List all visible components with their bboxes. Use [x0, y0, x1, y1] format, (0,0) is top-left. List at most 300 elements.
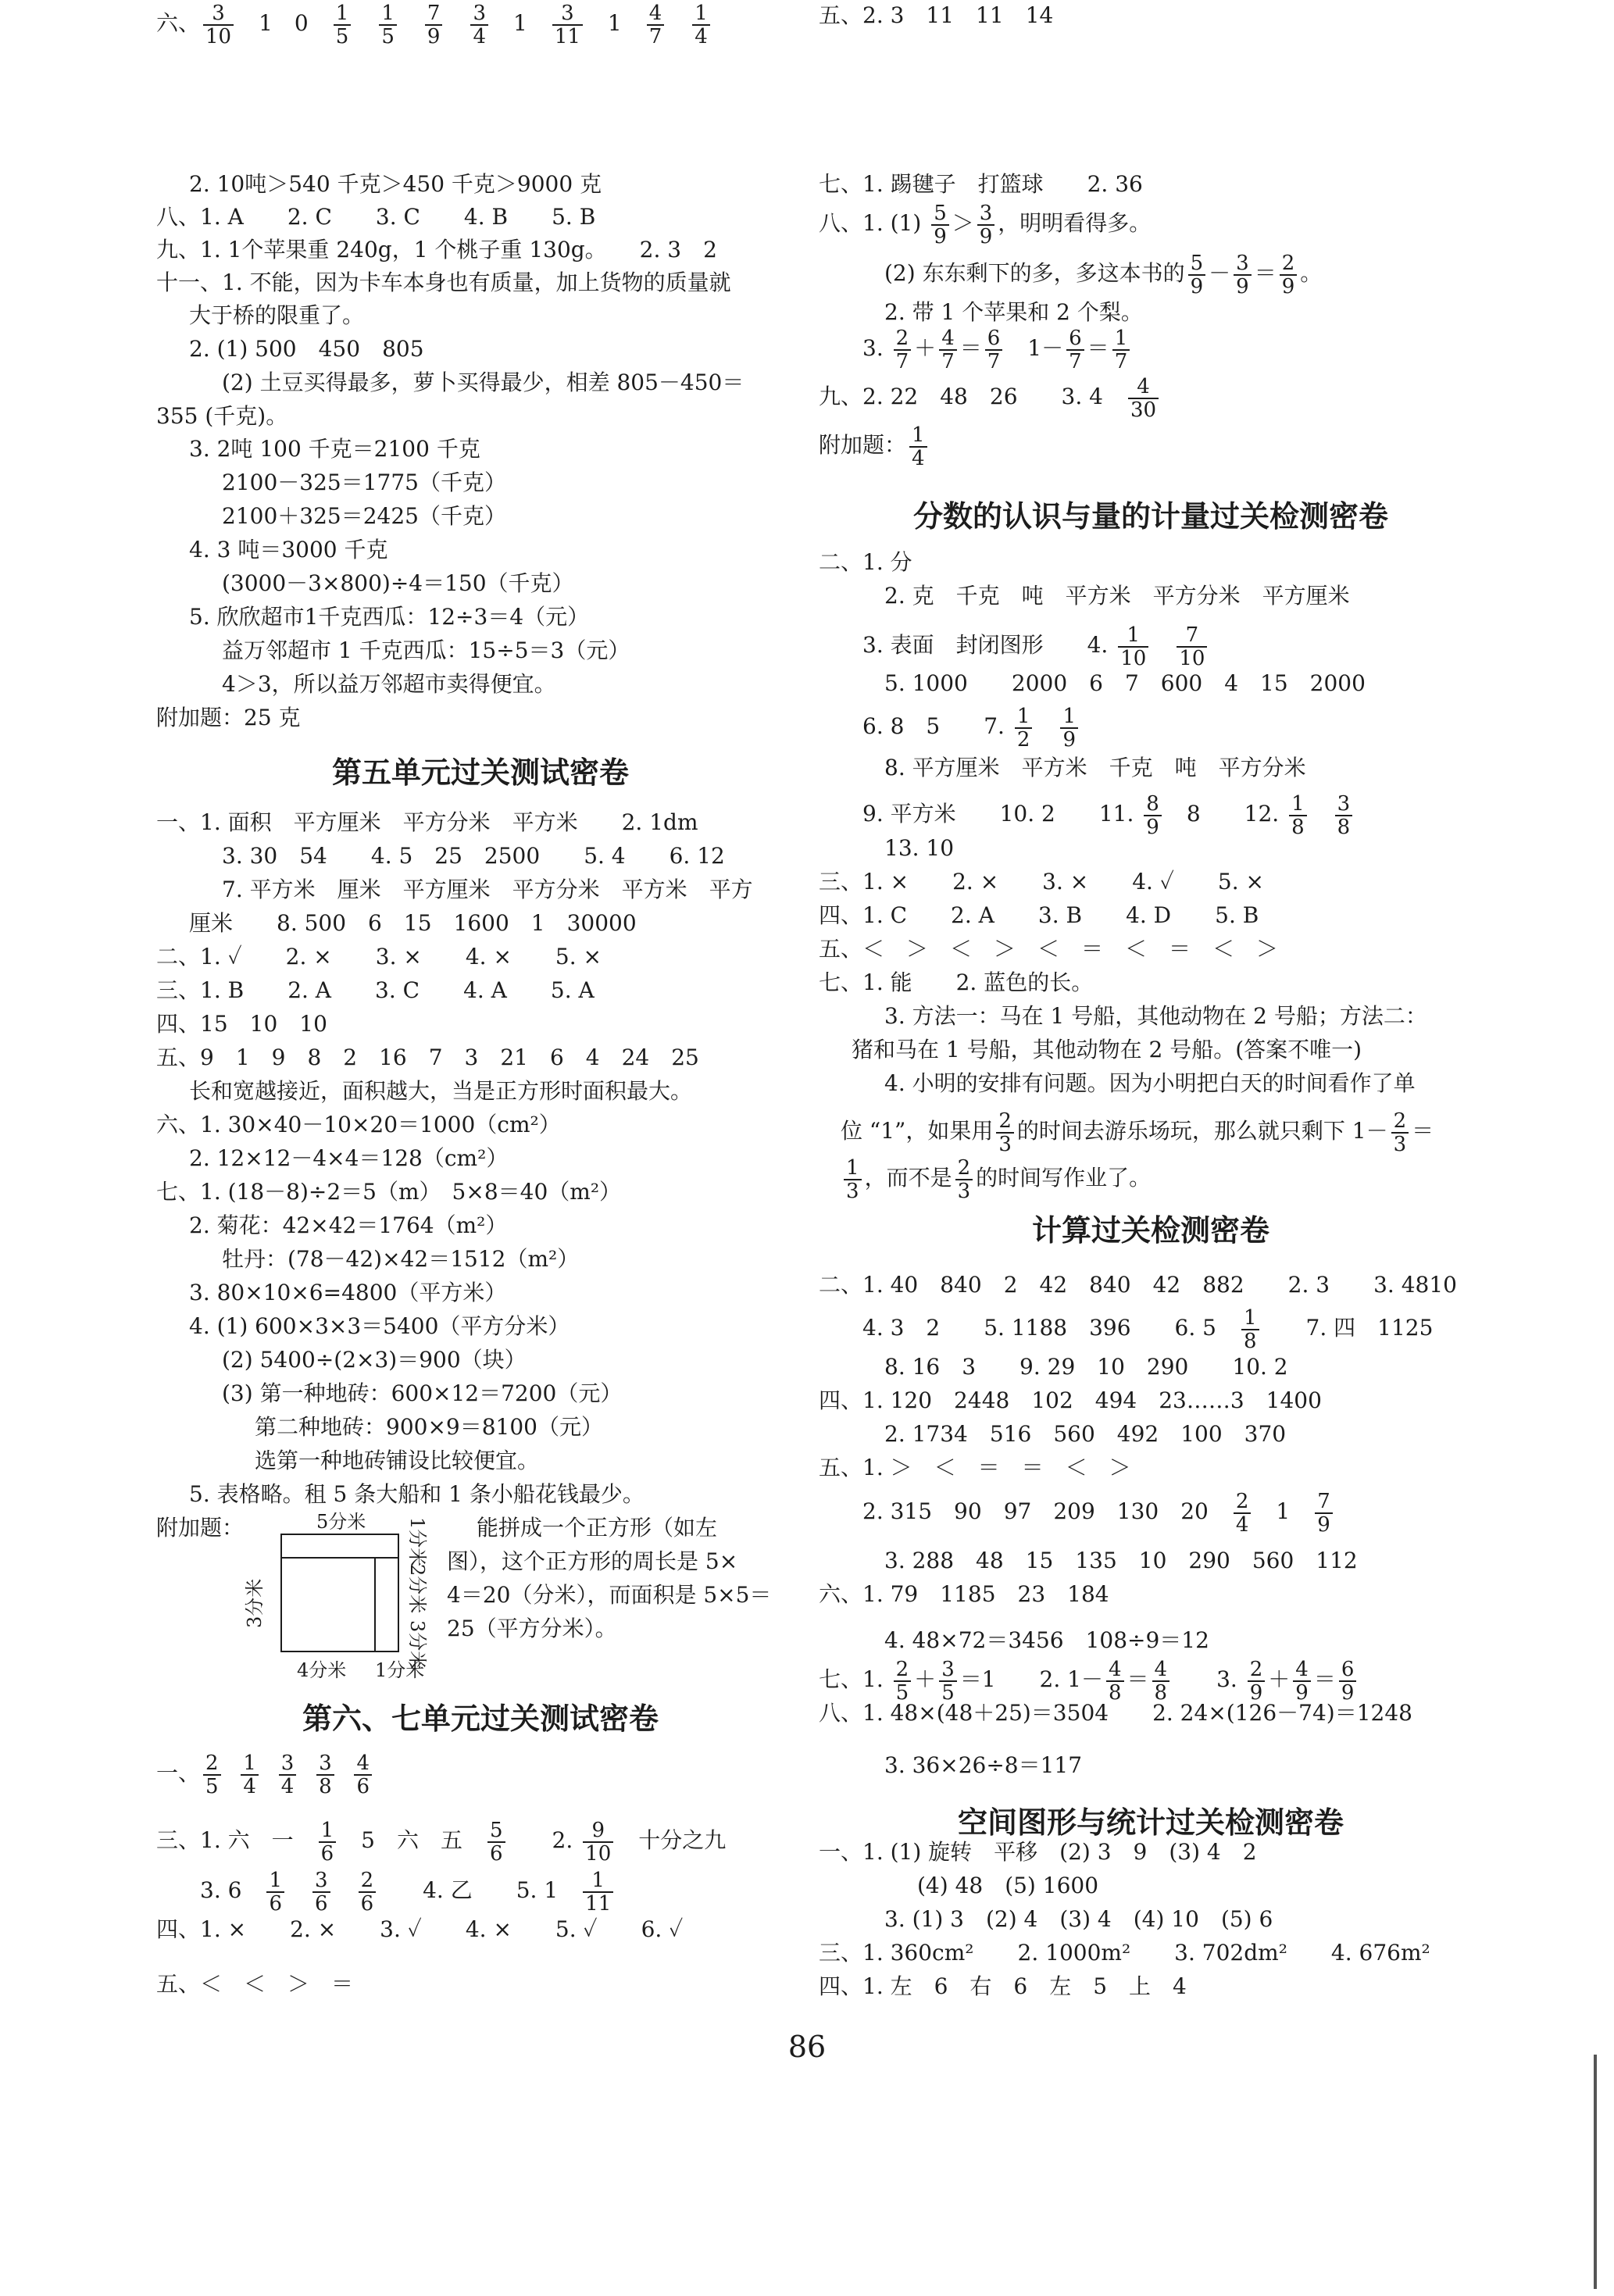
answer-text	[299, 1760, 313, 1786]
answer-line: 五、＜ ＞ ＜ ＞ ＜ ＝ ＜ ＝ ＜ ＞	[819, 936, 1279, 962]
fraction	[1241, 1307, 1259, 1352]
answer-text: 2.	[508, 1827, 580, 1853]
fraction-numerator: 1	[692, 2, 710, 26]
fraction	[203, 2, 234, 48]
answer-line: 2. 克 千克 吨 平方米 平方分米 平方厘米	[884, 583, 1350, 609]
fraction-numerator: 4	[1152, 1659, 1170, 1682]
fraction-denominator: 4	[243, 1774, 256, 1798]
fraction	[312, 1869, 330, 1915]
fraction-denominator: 4	[912, 446, 925, 470]
fraction-denominator: 3	[957, 1179, 971, 1203]
fraction-numerator: 6	[1066, 327, 1084, 351]
answer-text: 的时间写作业了。	[976, 1165, 1152, 1191]
answer-text: 六、	[156, 10, 201, 36]
fraction-denominator: 8	[1244, 1329, 1257, 1353]
answer-line: 六、1. 30×40－10×20＝1000（cm²）	[156, 1112, 561, 1137]
answer-line: 4＞3，所以益万邻超市卖得便宜。	[222, 671, 556, 697]
answer-text: 3.	[819, 335, 891, 361]
answer-text: 3. 6	[156, 1877, 264, 1903]
answer-line: 四、1. C 2. A 3. B 4. D 5. B	[819, 902, 1259, 928]
answer-line: 3. 30 54 4. 5 25 2500 5. 4 6. 12	[222, 843, 725, 869]
answer-text: 7. 四 1125	[1262, 1315, 1434, 1341]
fraction-numerator: 1	[1118, 624, 1148, 648]
answer-line: 2100－325＝1775（千克）	[222, 470, 506, 495]
fraction-numerator: 1	[241, 1752, 259, 1776]
bonus-answer-line: 图），这个正方形的周长是 5×	[447, 1548, 738, 1574]
answer-text: ＝	[1412, 1118, 1434, 1144]
fraction-denominator: 8	[1108, 1680, 1122, 1705]
fraction-numerator: 1	[909, 424, 927, 448]
answer-text: 3.	[1173, 1666, 1244, 1692]
fraction	[1177, 624, 1207, 670]
answer-text: 1	[1254, 1498, 1312, 1524]
fraction	[909, 424, 927, 470]
fraction-numerator: 8	[1144, 793, 1162, 816]
fraction	[977, 202, 995, 248]
answer-line: 3. 288 48 15 135 10 290 560 112	[884, 1548, 1358, 1573]
fraction-denominator: 11	[585, 1891, 612, 1916]
fraction-numerator: 2	[1391, 1110, 1409, 1134]
diagram-label-right-top: 1分米	[406, 1517, 428, 1567]
fraction-denominator: 7	[941, 349, 955, 373]
answer-text	[224, 1760, 238, 1786]
fraction-numerator: 1	[379, 2, 397, 26]
answer-text: 1 0	[237, 10, 330, 36]
answer-line: (3000－3×800)÷4＝150（千克）	[222, 570, 574, 596]
fraction	[1060, 705, 1078, 751]
answer-line	[819, 1155, 1151, 1202]
answer-text: 位 “1”，如果用	[819, 1118, 994, 1144]
fraction-denominator: 7	[895, 349, 909, 373]
fraction	[241, 1752, 259, 1798]
fraction-numerator: 1	[583, 1869, 613, 1893]
fraction-denominator: 9	[934, 224, 947, 248]
fraction	[266, 1869, 284, 1915]
fraction-denominator: 3	[998, 1132, 1012, 1156]
fraction-numerator: 2	[894, 327, 912, 351]
answer-line: 4. 小明的安排有问题。因为小明把白天的时间看作了单	[884, 1070, 1416, 1096]
answer-line: 七、1. (18－8)÷2＝5（m） 5×8＝40（m²）	[156, 1179, 622, 1205]
fraction	[1066, 327, 1084, 373]
answer-line: 二、1. 分	[819, 549, 912, 575]
bonus-label: 附加题：	[156, 1515, 245, 1541]
answer-line: 2. (1) 500 450 805	[189, 336, 424, 362]
fraction	[334, 2, 352, 48]
fraction	[894, 327, 912, 373]
fraction	[1293, 1659, 1311, 1704]
answer-line: (4) 48 (5) 1600	[917, 1873, 1099, 1898]
answer-text	[334, 1877, 355, 1903]
answer-line: (2) 5400÷(2×3)＝900（块）	[222, 1347, 527, 1373]
fraction	[955, 1157, 973, 1202]
fraction	[985, 327, 1003, 373]
fraction-numerator: 2	[359, 1869, 377, 1893]
bonus-answer-line: 4＝20（分米），而面积是 5×5＝	[447, 1582, 772, 1608]
answer-line: 第二种地砖：900×9＝8100（元）	[255, 1414, 603, 1440]
fraction	[319, 1819, 337, 1865]
answer-text: ＝	[1127, 1666, 1149, 1692]
answer-line	[156, 1817, 726, 1864]
answer-line: 四、1. × 2. × 3. ✓ 4. × 5. ✓ 6. ✓	[156, 1916, 684, 1942]
fraction-numerator: 1	[319, 1819, 337, 1843]
answer-line: 4. 48×72＝3456 108÷9＝12	[884, 1627, 1209, 1653]
answer-text: 4. 乙 5. 1	[379, 1877, 580, 1903]
answer-line: 13. 10	[884, 835, 955, 861]
fraction-numerator: 2	[894, 1659, 912, 1682]
answer-line	[156, 1750, 375, 1797]
fraction-numerator: 9	[583, 1819, 613, 1843]
fraction-numerator: 3	[316, 1752, 334, 1776]
answer-line	[819, 1656, 1359, 1703]
answer-line: 六、1. 79 1185 23 184	[819, 1581, 1109, 1607]
fraction	[1280, 252, 1298, 298]
answer-line	[156, 1867, 616, 1914]
fraction-numerator: 3	[977, 202, 995, 226]
fraction-numerator: 7	[1177, 624, 1207, 648]
fraction-numerator: 3	[312, 1869, 330, 1893]
fraction-denominator: 10	[205, 24, 232, 48]
answer-line: 3. 80×10×6=4800（平方米）	[189, 1280, 507, 1305]
answer-text: 十分之九	[616, 1827, 727, 1853]
square-puzzle-diagram	[244, 1511, 437, 1714]
answer-line: 4. (1) 600×3×3＝5400（平方分米）	[189, 1313, 570, 1339]
fraction	[939, 327, 957, 373]
diagram-label-left: 3分米	[244, 1578, 266, 1628]
answer-line: 五、＜ ＜ ＞ ＝	[156, 1971, 354, 1997]
fraction-denominator: 9	[1249, 1680, 1263, 1705]
answer-line: 7. 平方米 厘米 平方厘米 平方分米 平方米 平方	[222, 877, 753, 902]
fraction-denominator: 6	[315, 1891, 328, 1916]
answer-text	[1152, 632, 1173, 658]
fraction-denominator: 9	[1146, 815, 1159, 839]
fraction	[279, 1752, 297, 1798]
fraction-denominator: 30	[1130, 398, 1157, 422]
answer-line: 四、1. 左 6 右 6 左 5 上 4	[819, 1973, 1187, 1999]
fraction	[1106, 1659, 1124, 1704]
diagram-label-bottom-left: 4分米	[297, 1659, 347, 1681]
fraction	[1112, 327, 1130, 373]
fraction	[1234, 252, 1252, 298]
fraction	[894, 1659, 912, 1704]
answer-line: 3. (1) 3 (2) 4 (3) 4 (4) 10 (5) 6	[884, 1906, 1273, 1932]
answer-line	[819, 622, 1210, 669]
fraction	[1289, 793, 1307, 838]
section-heading: 计算过关检测密卷	[1031, 1213, 1269, 1248]
answer-text: －	[1209, 260, 1231, 286]
answer-line: 二、1. 40 840 2 42 840 42 882 2. 3 3. 4810	[819, 1272, 1457, 1298]
fraction-denominator: 7	[648, 24, 662, 48]
fraction-denominator: 5	[941, 1680, 955, 1705]
answer-line	[819, 1488, 1336, 1535]
answer-line: 附加题：25 克	[156, 705, 301, 730]
fraction-denominator: 8	[319, 1774, 332, 1798]
answer-text: 的时间去游乐场玩，那么就只剩下 1－	[1016, 1118, 1388, 1144]
answer-text	[354, 10, 376, 36]
answer-line: (2) 土豆买得最多，萝卜买得最少，相差 805－450＝	[222, 370, 745, 395]
fraction-numerator: 5	[1188, 252, 1206, 276]
fraction-numerator: 4	[1106, 1659, 1124, 1682]
fraction-numerator: 5	[487, 1819, 505, 1843]
answer-text	[337, 1760, 352, 1786]
fraction-numerator: 1	[844, 1157, 862, 1180]
fraction-numerator: 3	[1234, 252, 1252, 276]
fraction-numerator: 7	[425, 2, 443, 26]
fraction-numerator: 2	[996, 1110, 1014, 1134]
fraction	[1188, 252, 1206, 298]
answer-text	[819, 1165, 841, 1191]
answer-line: 一、1. 面积 平方厘米 平方分米 平方米 2. 1dm	[156, 809, 698, 835]
fraction-denominator: 9	[427, 24, 441, 48]
answer-line: 七、1. 能 2. 蓝色的长。	[819, 969, 1094, 995]
answer-text: 。	[1300, 260, 1323, 286]
answer-text: 3. 表面 封闭图形 4.	[819, 632, 1116, 658]
answer-line: 九、1. 1个苹果重 240g，1 个桃子重 130g。 2. 3 2	[156, 237, 717, 262]
diagram-label-top: 5分米	[316, 1511, 366, 1533]
answer-text: 一、	[156, 1760, 201, 1786]
fraction-numerator: 1	[334, 2, 352, 26]
answer-line: 2100＋325＝2425（千克）	[222, 503, 506, 529]
fraction	[1315, 1491, 1333, 1536]
answer-text: ＋	[914, 1666, 937, 1692]
fraction	[379, 2, 397, 48]
fraction-denominator: 5	[335, 24, 349, 48]
fraction-denominator: 9	[1281, 274, 1295, 298]
fraction-numerator: 4	[939, 327, 957, 351]
fraction-numerator: 6	[985, 327, 1003, 351]
section-heading: 第五单元过关测试密卷	[331, 755, 629, 790]
answer-line: 三、1. 360cm² 2. 1000m² 3. 702dm² 4. 676m²	[819, 1940, 1430, 1966]
fraction	[1234, 1491, 1252, 1536]
fraction	[470, 2, 488, 48]
fraction-numerator: 1	[1112, 327, 1130, 351]
answer-line: 大于桥的限重了。	[189, 302, 365, 328]
answer-line: 一、1. (1) 旋转 平移 (2) 3 9 (3) 4 2	[819, 1839, 1257, 1865]
fraction-numerator: 1	[266, 1869, 284, 1893]
answer-line: 四、15 10 10	[156, 1011, 327, 1037]
fraction	[939, 1659, 957, 1704]
fraction-denominator: 4	[695, 24, 708, 48]
answer-text: 1	[585, 10, 644, 36]
fraction-numerator: 6	[1339, 1659, 1357, 1682]
fraction	[359, 1869, 377, 1915]
fraction-numerator: 3	[939, 1659, 957, 1682]
fraction	[552, 2, 583, 48]
answer-text: ＝	[1313, 1666, 1336, 1692]
fraction	[487, 1819, 505, 1865]
answer-text: 6. 8 5 7.	[819, 713, 1012, 739]
diagram-label-bottom-right: 1分米	[375, 1659, 425, 1681]
bonus-answer-line: 25（平方分米）。	[447, 1616, 617, 1641]
fraction	[316, 1752, 334, 1798]
fraction-numerator: 4	[354, 1752, 372, 1776]
answer-text	[287, 1877, 309, 1903]
fraction	[1128, 376, 1159, 421]
fraction-numerator: 2	[1234, 1491, 1252, 1514]
fraction	[203, 1752, 221, 1798]
answer-text: 八、1. (1)	[819, 210, 929, 236]
fraction	[1248, 1659, 1266, 1704]
fraction-denominator: 10	[585, 1841, 612, 1866]
page-number: 86	[787, 2030, 827, 2064]
fraction-denominator: 9	[1341, 1680, 1355, 1705]
answer-text	[400, 10, 422, 36]
fraction-denominator: 9	[1317, 1512, 1330, 1537]
fraction	[1339, 1659, 1357, 1704]
answer-line: 选第一种地砖铺设比较便宜。	[255, 1448, 540, 1473]
fraction-numerator: 1	[1060, 705, 1078, 729]
answer-text: ＞	[952, 210, 974, 236]
answer-line	[819, 373, 1162, 420]
fraction	[1152, 1659, 1170, 1704]
answer-text	[262, 1760, 276, 1786]
fraction-denominator: 9	[979, 224, 993, 248]
answer-line: 八、1. A 2. C 3. C 4. B 5. B	[156, 204, 596, 230]
answer-line: 355 (千克)。	[156, 403, 288, 429]
answer-line: 2. 10吨＞540 千克＞450 千克＞9000 克	[189, 171, 602, 197]
fraction-denominator: 8	[1291, 815, 1305, 839]
answer-text: 4. 3 2 5. 1188 396 6. 5	[819, 1315, 1238, 1341]
fraction-denominator: 7	[987, 349, 1001, 373]
fraction-denominator: 8	[1337, 815, 1351, 839]
fraction	[692, 2, 710, 48]
fraction-numerator: 3	[203, 2, 234, 26]
answer-line	[156, 0, 713, 47]
fraction	[647, 2, 665, 48]
fraction-denominator: 10	[1179, 646, 1205, 670]
answer-text: ＝1 2. 1－	[959, 1666, 1103, 1692]
fraction-denominator: 4	[280, 1774, 295, 1798]
answer-text: 1－	[1005, 335, 1064, 361]
fraction-denominator: 5	[205, 1774, 219, 1798]
fraction	[844, 1157, 862, 1202]
fraction-denominator: 9	[1236, 274, 1249, 298]
fraction	[425, 2, 443, 48]
fraction-denominator: 6	[269, 1891, 282, 1916]
answer-text: 三、1. 六 一	[156, 1827, 316, 1853]
answer-line: 2. 12×12－4×4＝128（cm²）	[189, 1145, 509, 1171]
fraction-numerator: 3	[470, 2, 488, 26]
answer-text: ，而不是	[864, 1165, 952, 1191]
answer-line: 3. 方法一：马在 1 号船，其他动物在 2 号船；方法二：	[884, 1003, 1427, 1029]
fraction-numerator: 3	[552, 2, 583, 26]
fraction-numerator: 3	[1335, 793, 1353, 816]
answer-line	[819, 325, 1133, 372]
answer-line: 牡丹：(78－42)×42＝1512（m²）	[222, 1246, 580, 1272]
answer-text: ＝	[1254, 260, 1277, 286]
diagram-label-right-low: 3分米	[406, 1620, 428, 1670]
fraction-denominator: 9	[1295, 1680, 1309, 1705]
fraction	[1144, 793, 1162, 838]
fraction-denominator: 9	[1062, 727, 1076, 752]
fraction-numerator: 2	[1248, 1659, 1266, 1682]
fraction	[996, 1110, 1014, 1155]
fraction-denominator: 8	[1154, 1680, 1168, 1705]
fraction-numerator: 5	[931, 202, 949, 226]
fraction-denominator: 5	[895, 1680, 909, 1705]
answer-text	[445, 10, 467, 36]
fraction	[354, 1752, 372, 1798]
fraction-numerator: 2	[1280, 252, 1298, 276]
answer-line	[819, 250, 1322, 297]
fraction	[1015, 705, 1033, 751]
fraction	[931, 202, 949, 248]
answer-text: 九、2. 22 48 26 3. 4	[819, 384, 1125, 409]
answer-line	[819, 1305, 1433, 1352]
fraction-numerator: 1	[1015, 705, 1033, 729]
answer-text: 2. 315 90 97 209 130 20	[819, 1498, 1230, 1524]
answer-line: 十一、1. 不能，因为卡车本身也有质量，加上货物的质量就	[156, 270, 731, 295]
diagram-square	[281, 1534, 398, 1651]
answer-line	[819, 791, 1355, 837]
fraction	[583, 1819, 613, 1865]
fraction	[1391, 1110, 1409, 1155]
answer-line	[819, 1108, 1434, 1155]
answer-text: ＋	[1268, 1666, 1291, 1692]
answer-line: 2. 菊花：42×42＝1764（m²）	[189, 1212, 508, 1238]
bonus-answer-line: 能拼成一个正方形（如左	[477, 1515, 718, 1541]
answer-line	[819, 200, 1151, 247]
fraction-numerator: 1	[1289, 793, 1307, 816]
fraction-numerator: 2	[203, 1752, 221, 1776]
answer-line: 5. 1000 2000 6 7 600 4 15 2000	[884, 670, 1366, 696]
answer-line: 5. 欣欣超市1千克西瓜：12÷3＝4（元）	[189, 604, 590, 630]
fraction-denominator: 6	[356, 1774, 370, 1798]
answer-line: 4. 3 吨＝3000 千克	[189, 537, 388, 562]
answer-line: (3) 第一种地砖：600×12＝7200（元）	[222, 1380, 623, 1406]
answer-line: 8. 16 3 9. 29 10 290 10. 2	[884, 1354, 1288, 1380]
fraction-numerator: 7	[1315, 1491, 1333, 1514]
fraction	[1335, 793, 1353, 838]
fraction-denominator: 7	[1114, 349, 1128, 373]
answer-line: 七、1. 踢毽子 打篮球 2. 36	[819, 171, 1143, 197]
answer-text: 七、1.	[819, 1666, 891, 1692]
answer-line: 三、1. B 2. A 3. C 4. A 5. A	[156, 977, 595, 1003]
answer-line: 8. 平方厘米 平方米 千克 吨 平方分米	[884, 755, 1306, 780]
answer-text: 附加题：	[819, 432, 907, 458]
scan-edge-mark	[1594, 2055, 1597, 2289]
answer-line: 四、1. 120 2448 102 494 23……3 1400	[819, 1387, 1322, 1413]
fraction-denominator: 3	[846, 1179, 859, 1203]
answer-line: 五、2. 3 11 11 14	[819, 2, 1054, 28]
fraction-denominator: 4	[473, 24, 486, 48]
fraction-denominator: 6	[320, 1841, 334, 1866]
fraction-denominator: 6	[490, 1841, 503, 1866]
answer-line: 二、1. ✓ 2. × 3. × 4. × 5. ×	[156, 944, 602, 969]
answer-line: 3. 2吨 100 千克＝2100 千克	[189, 436, 480, 462]
answer-text: ，明明看得多。	[998, 210, 1152, 236]
fraction-denominator: 4	[1235, 1512, 1249, 1537]
answer-line: 5. 表格略。租 5 条大船和 1 条小船花钱最少。	[189, 1481, 645, 1507]
answer-line: 五、9 1 9 8 2 16 7 3 21 6 4 24 25	[156, 1044, 699, 1070]
section-heading: 第六、七单元过关测试密卷	[302, 1701, 659, 1736]
answer-line: 益万邻超市 1 千克西瓜：15÷5＝3（元）	[222, 637, 630, 663]
answer-line: 2. 带 1 个苹果和 2 个梨。	[884, 299, 1143, 325]
answer-text	[667, 10, 689, 36]
fraction-denominator: 6	[360, 1891, 374, 1916]
answer-text: ＝	[959, 335, 982, 361]
answer-text: 5 六 五	[339, 1827, 484, 1853]
fraction-numerator: 4	[1293, 1659, 1311, 1682]
fraction-denominator: 9	[1190, 274, 1204, 298]
answer-line: 3. 36×26÷8＝117	[884, 1752, 1083, 1778]
fraction-denominator: 5	[381, 24, 395, 48]
fraction-denominator: 2	[1016, 727, 1030, 752]
answer-text	[1035, 713, 1057, 739]
answer-line: 厘米 8. 500 6 15 1600 1 30000	[189, 910, 637, 936]
fraction-denominator: 10	[1120, 646, 1147, 670]
fraction	[1118, 624, 1148, 670]
section-heading: 分数的认识与量的计量过关检测密卷	[912, 499, 1388, 534]
